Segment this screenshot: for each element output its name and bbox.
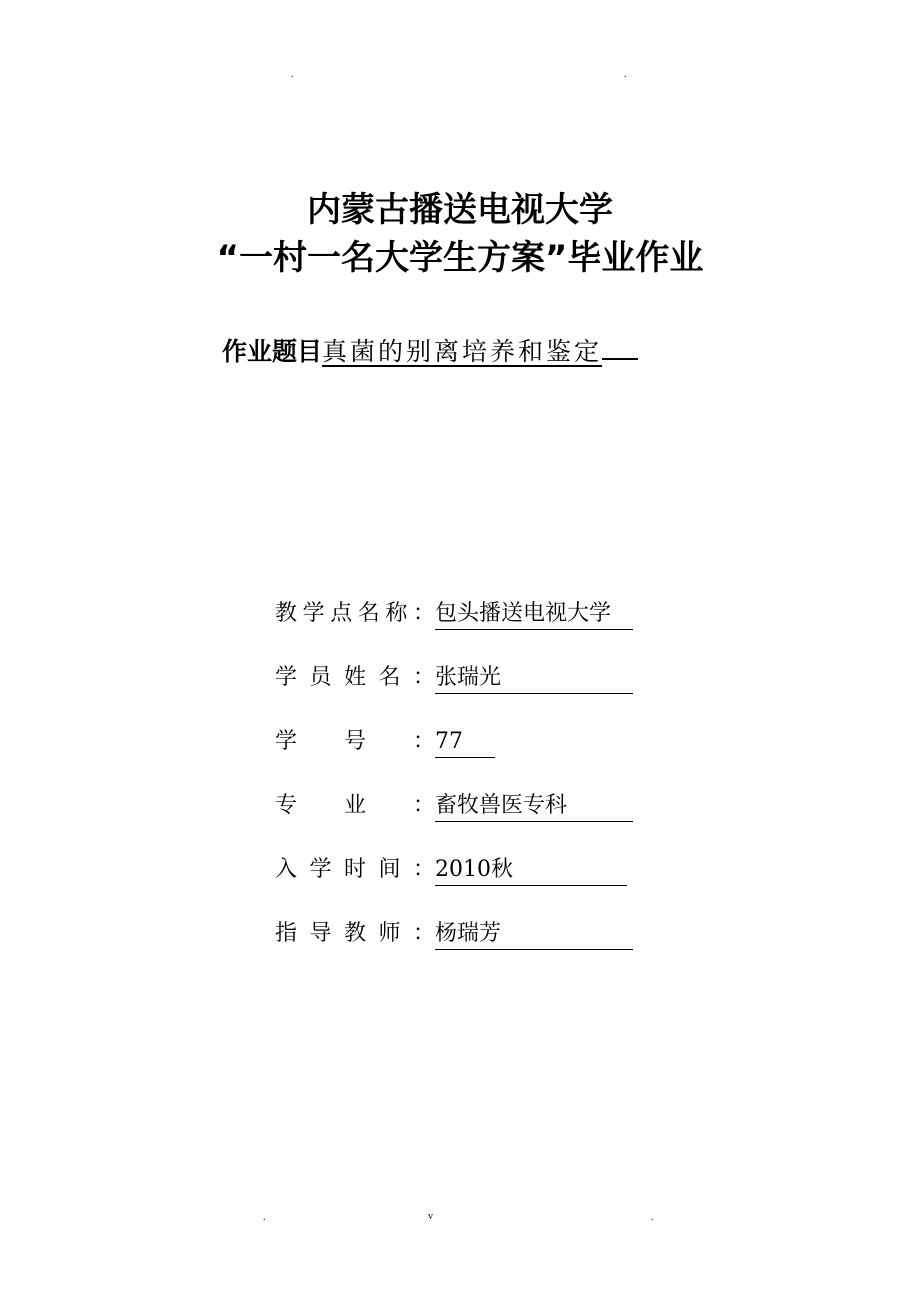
- field-value: 张瑞光: [435, 663, 633, 694]
- field-value: 2010秋: [435, 855, 627, 886]
- footer-mark-right: .: [651, 1212, 654, 1223]
- field-student-name: [275, 660, 633, 696]
- field-enrollment-time: [275, 852, 627, 888]
- topic-value: 真菌的别离培养和鉴定: [322, 337, 603, 366]
- field-label: 学 员 姓 名 ：: [275, 665, 435, 690]
- title-university: 内蒙古播送电视大学: [307, 190, 613, 230]
- header-mark-right: .: [624, 69, 627, 80]
- footer-mark-left: .: [263, 1212, 266, 1223]
- header-mark-left: .: [291, 69, 294, 80]
- topic-label: 作业题目: [222, 337, 323, 366]
- field-major: [275, 788, 633, 824]
- field-advisor: [275, 916, 633, 952]
- assignment-topic: [222, 334, 638, 370]
- field-value: 畜牧兽医专科: [435, 791, 633, 822]
- title-program: “一村一名大学生方案”毕业作业: [216, 238, 704, 278]
- field-value: 杨瑞芳: [435, 919, 633, 950]
- field-label: 指 导 教 师 ：: [275, 921, 435, 946]
- field-value: 77: [435, 727, 495, 758]
- field-label: 入 学 时 间 ：: [275, 857, 435, 882]
- field-label: 专 业 ：: [275, 793, 435, 818]
- field-teaching-site: [275, 596, 633, 632]
- field-value: 包头播送电视大学: [435, 599, 633, 630]
- field-label: 学 号 ：: [275, 729, 435, 754]
- topic-underline: [602, 338, 638, 360]
- field-student-number: [275, 724, 495, 760]
- footer-mark-center: v: [428, 1211, 433, 1222]
- field-label: 教 学 点 名 称 ：: [275, 601, 435, 626]
